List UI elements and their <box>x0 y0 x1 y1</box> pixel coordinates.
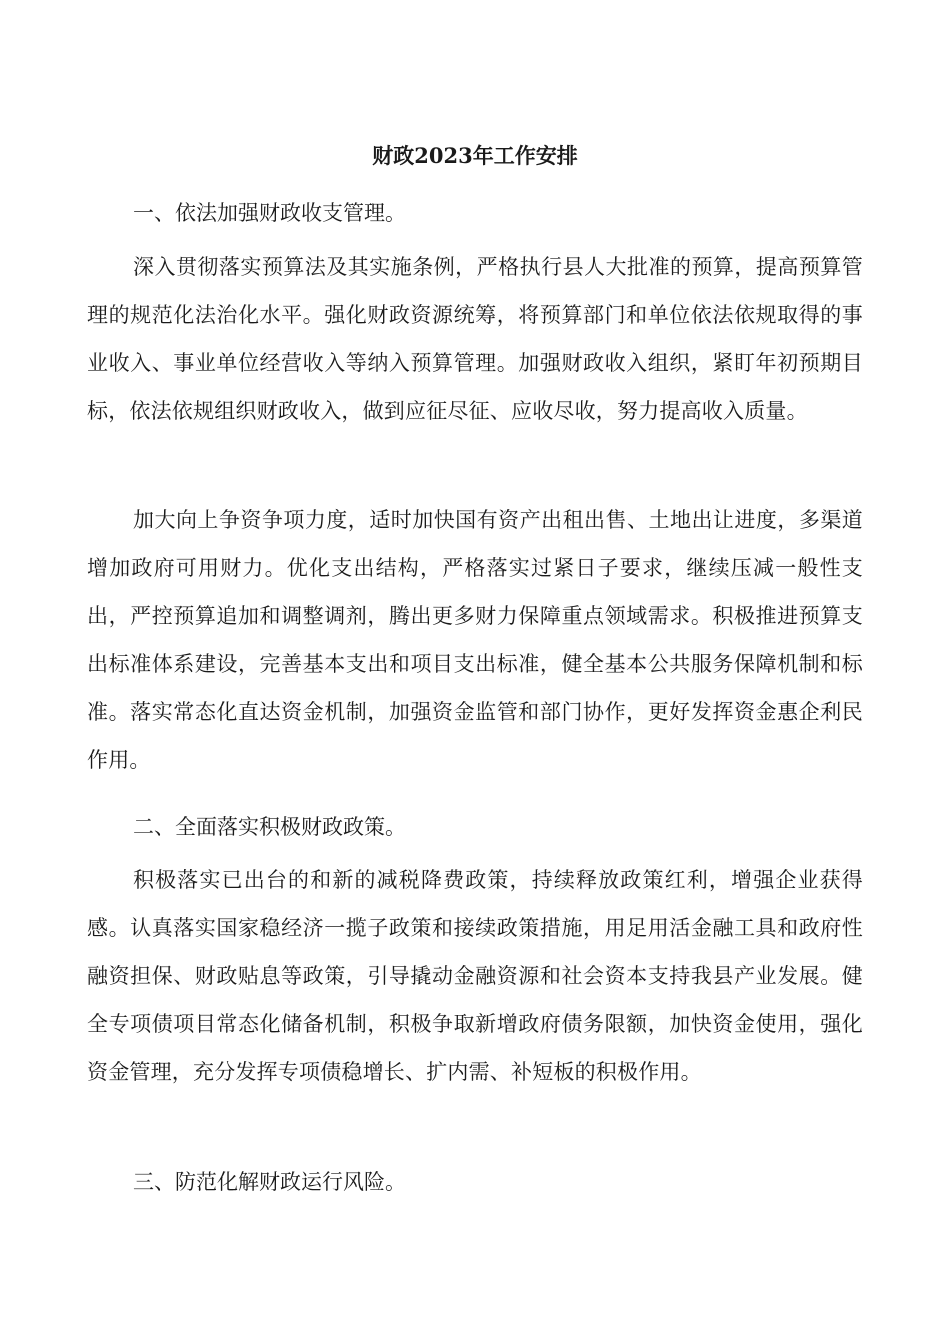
body-paragraph-1: 深入贯彻落实预算法及其实施条例，严格执行县人大批准的预算，提高预算管理的规范化法治化水平。强化财政资源统筹，将预算部门和单位依法依规取得的事业收入、事业单位经营收入等纳入预算管理。加强财政收入组织，紧盯年初预期目标，依法依规组织财政收入，做到应征尽征、应收尽收，努力提高收入质量。 <box>87 255 863 423</box>
section-heading-1: 一、依法加强财政收支管理。 <box>133 201 406 225</box>
section-heading-3: 三、防范化解财政运行风险。 <box>133 1170 406 1194</box>
section-heading-2: 二、全面落实积极财政政策。 <box>133 815 406 839</box>
body-paragraph-3: 积极落实已出台的和新的减税降费政策，持续释放政策红利，增强企业获得感。认真落实国家稳经济一揽子政策和接续政策措施，用足用活金融工具和政府性融资担保、财政贴息等政策，引导撬动金融资源和社会资本支持我县产业发展。健全专项债项目常态化储备机制，积极争取新增政府债务限额，加快资金使用，强化资金管理，充分发挥专项债稳增长、扩内需、补短板的积极作用。 <box>87 868 863 1084</box>
document-title: 财政2023年工作安排 <box>372 143 578 168</box>
body-paragraph-2: 加大向上争资争项力度，适时加快国有资产出租出售、土地出让进度，多渠道增加政府可用财力。优化支出结构，严格落实过紧日子要求，继续压减一般性支出，严控预算追加和调整调剂，腾出更多财力保障重点领域需求。积极推进预算支出标准体系建设，完善基本支出和项目支出标准，健全基本公共服务保障机制和标准。落实常态化直达资金机制，加强资金监管和部门协作，更好发挥资金惠企利民作用。 <box>87 508 863 772</box>
